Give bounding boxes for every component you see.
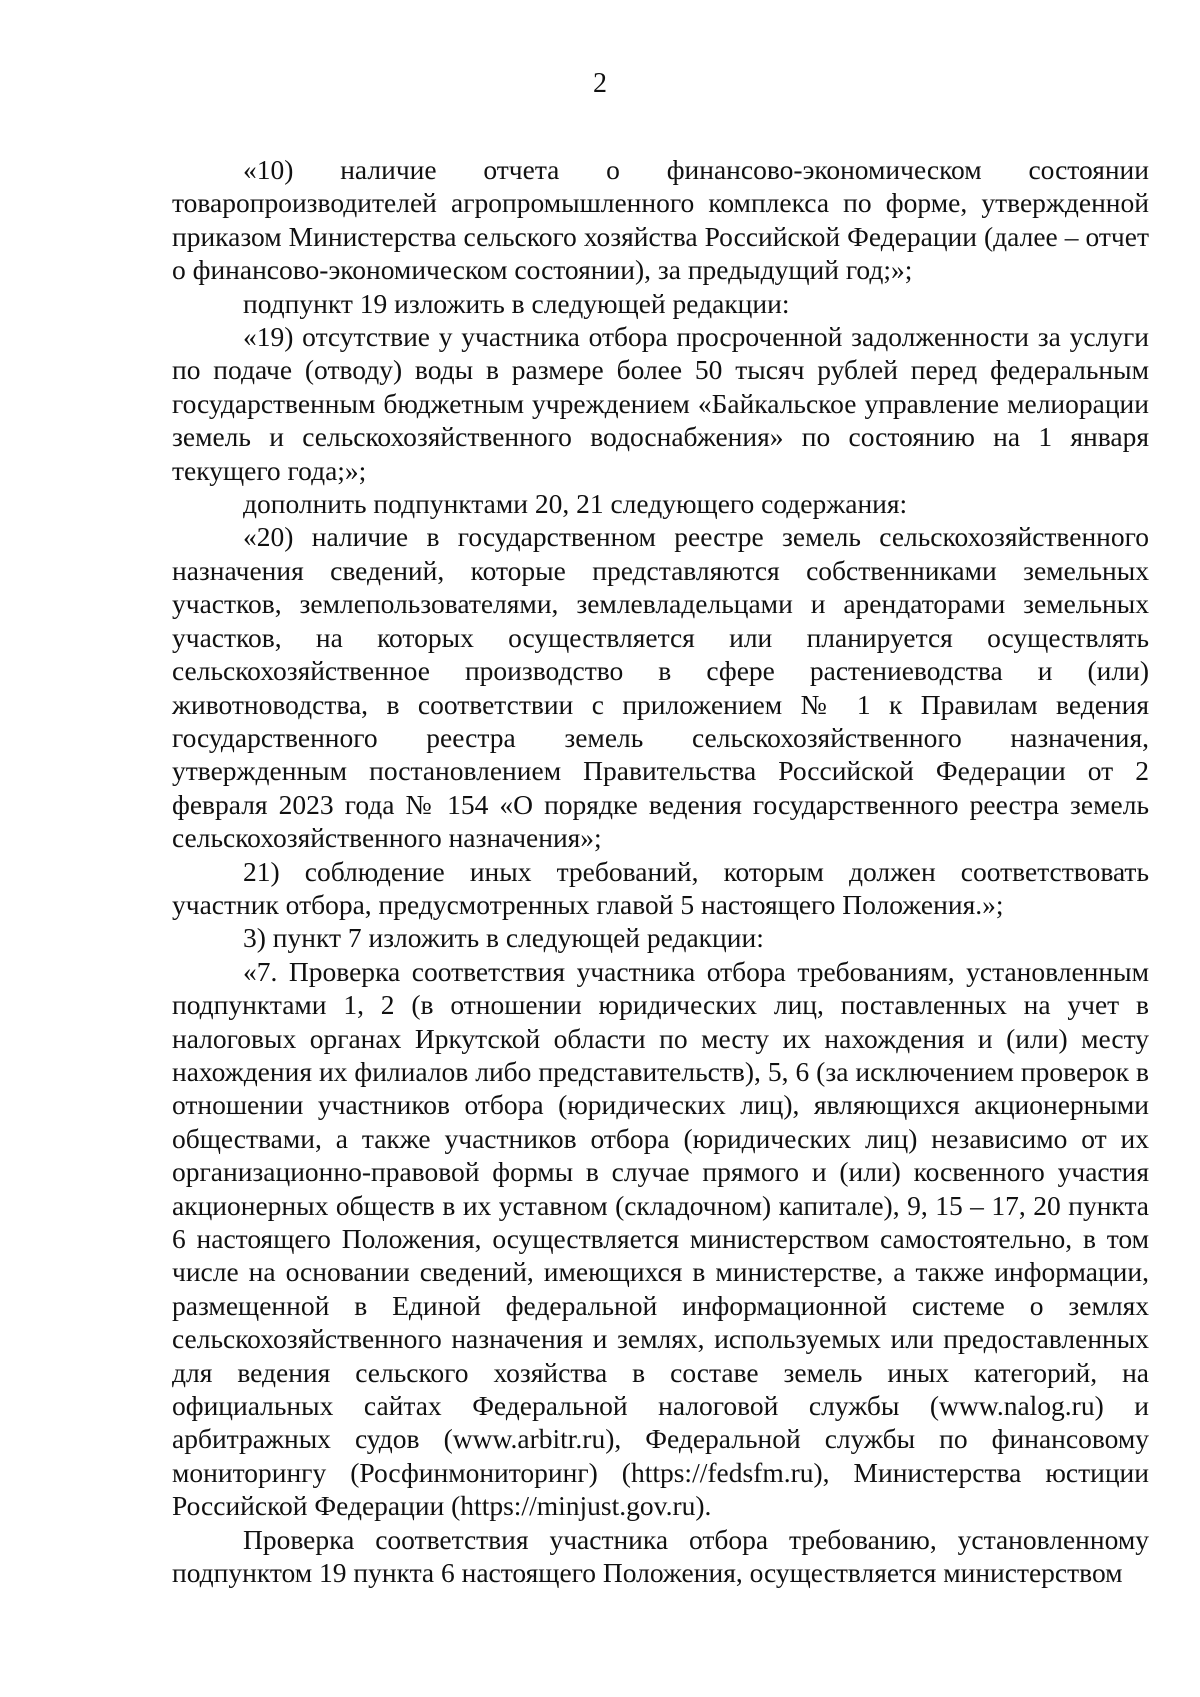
paragraph-item-21: 21) соблюдение иных требований, которым должен соответствовать участник отбора, предусмотренных главой 5 настоящего Положения.»; <box>172 855 1149 920</box>
paragraph-instruction-19: подпункт 19 изложить в следующей редакции: <box>243 287 790 319</box>
document-body <box>172 153 1149 1589</box>
paragraph-verification: Проверка соответствия участника отбора требованию, установленному подпунктом 19 пункта 6 настоящего Положения, осуществляется министерством <box>172 1523 1149 1589</box>
paragraph-instruction-7: 3) пункт 7 изложить в следующей редакции: <box>243 922 764 954</box>
paragraph-item-10: «10) наличие отчета о финансово-экономическом состоянии товаропроизводителей агропромышленного комплекса по форме, утвержденной приказом Министерства сельского хозяйства Российской Федерации (далее – отчет о финансово-экономическом состоянии), за предыдущий год;»; <box>172 154 1149 286</box>
paragraph-item-20: «20) наличие в государственном реестре земель сельскохозяйственного назначения сведений, которые представляются собственниками земельных участков, землепользователями, землевладельцами и арендаторами земельных участков, на которых осуществляется или планируется осуществлять сельскохозяйственное производство в сфере растениеводства и (или) животноводства, в соответствии с приложением № 1 к Правилам ведения государственного реестра земель сельскохозяйственного назначения, утвержденным постановлением Правительства Российской Федерации от 2 февраля 2023 года № 154 «О порядке ведения государственного реестра земель сельскохозяйственного назначения»; <box>172 521 1149 854</box>
paragraph-instruction-20-21: дополнить подпунктами 20, 21 следующего содержания: <box>243 488 908 520</box>
paragraph-item-19: «19) отсутствие у участника отбора просроченной задолженности за услуги по подаче (отводу) воды в размере более 50 тысяч рублей перед федеральным государственным бюджетным учреждением «Байкальское управление мелиорации земель и сельскохозяйственного водоснабжения» по состоянию на 1 января текущего года;»; <box>172 321 1149 486</box>
page-number: 2 <box>593 68 607 99</box>
paragraph-item-7: «7. Проверка соответствия участника отбора требованиям, установленным подпунктами 1, 2 (в отношении юридических лиц, поставленных на учет в налоговых органах Иркутской области по месту их нахождения и (или) месту нахождения их филиалов либо представительств), 5, 6 (за исключением проверок в отношении участников отбора (юридических лиц), являющихся акционерными обществами, а также участников отбора (юридических лиц) независимо от их организационно-правовой формы в случае прямого и (или) косвенного участия акционерных обществ в их уставном (складочном) капитале), 9, 15 – 17, 20 пункта 6 настоящего Положения, осуществляется министерством самостоятельно, в том числе на основании сведений, имеющихся в министерстве, а также информации, размещенной в Единой федеральной информационной системе о землях сельскохозяйственного назначения и землях, используемых или предоставленных для ведения сельского хозяйства в составе земель иных категорий, на официальных сайтах Федеральной налоговой службы (www.nalog.ru) и арбитражных судов (www.arbitr.ru), Федеральной службы по финансовому мониторингу (Росфинмониторинг) (https://fedsfm.ru), Министерства юстиции Российской Федерации (https://minjust.gov.ru). <box>172 955 1149 1522</box>
